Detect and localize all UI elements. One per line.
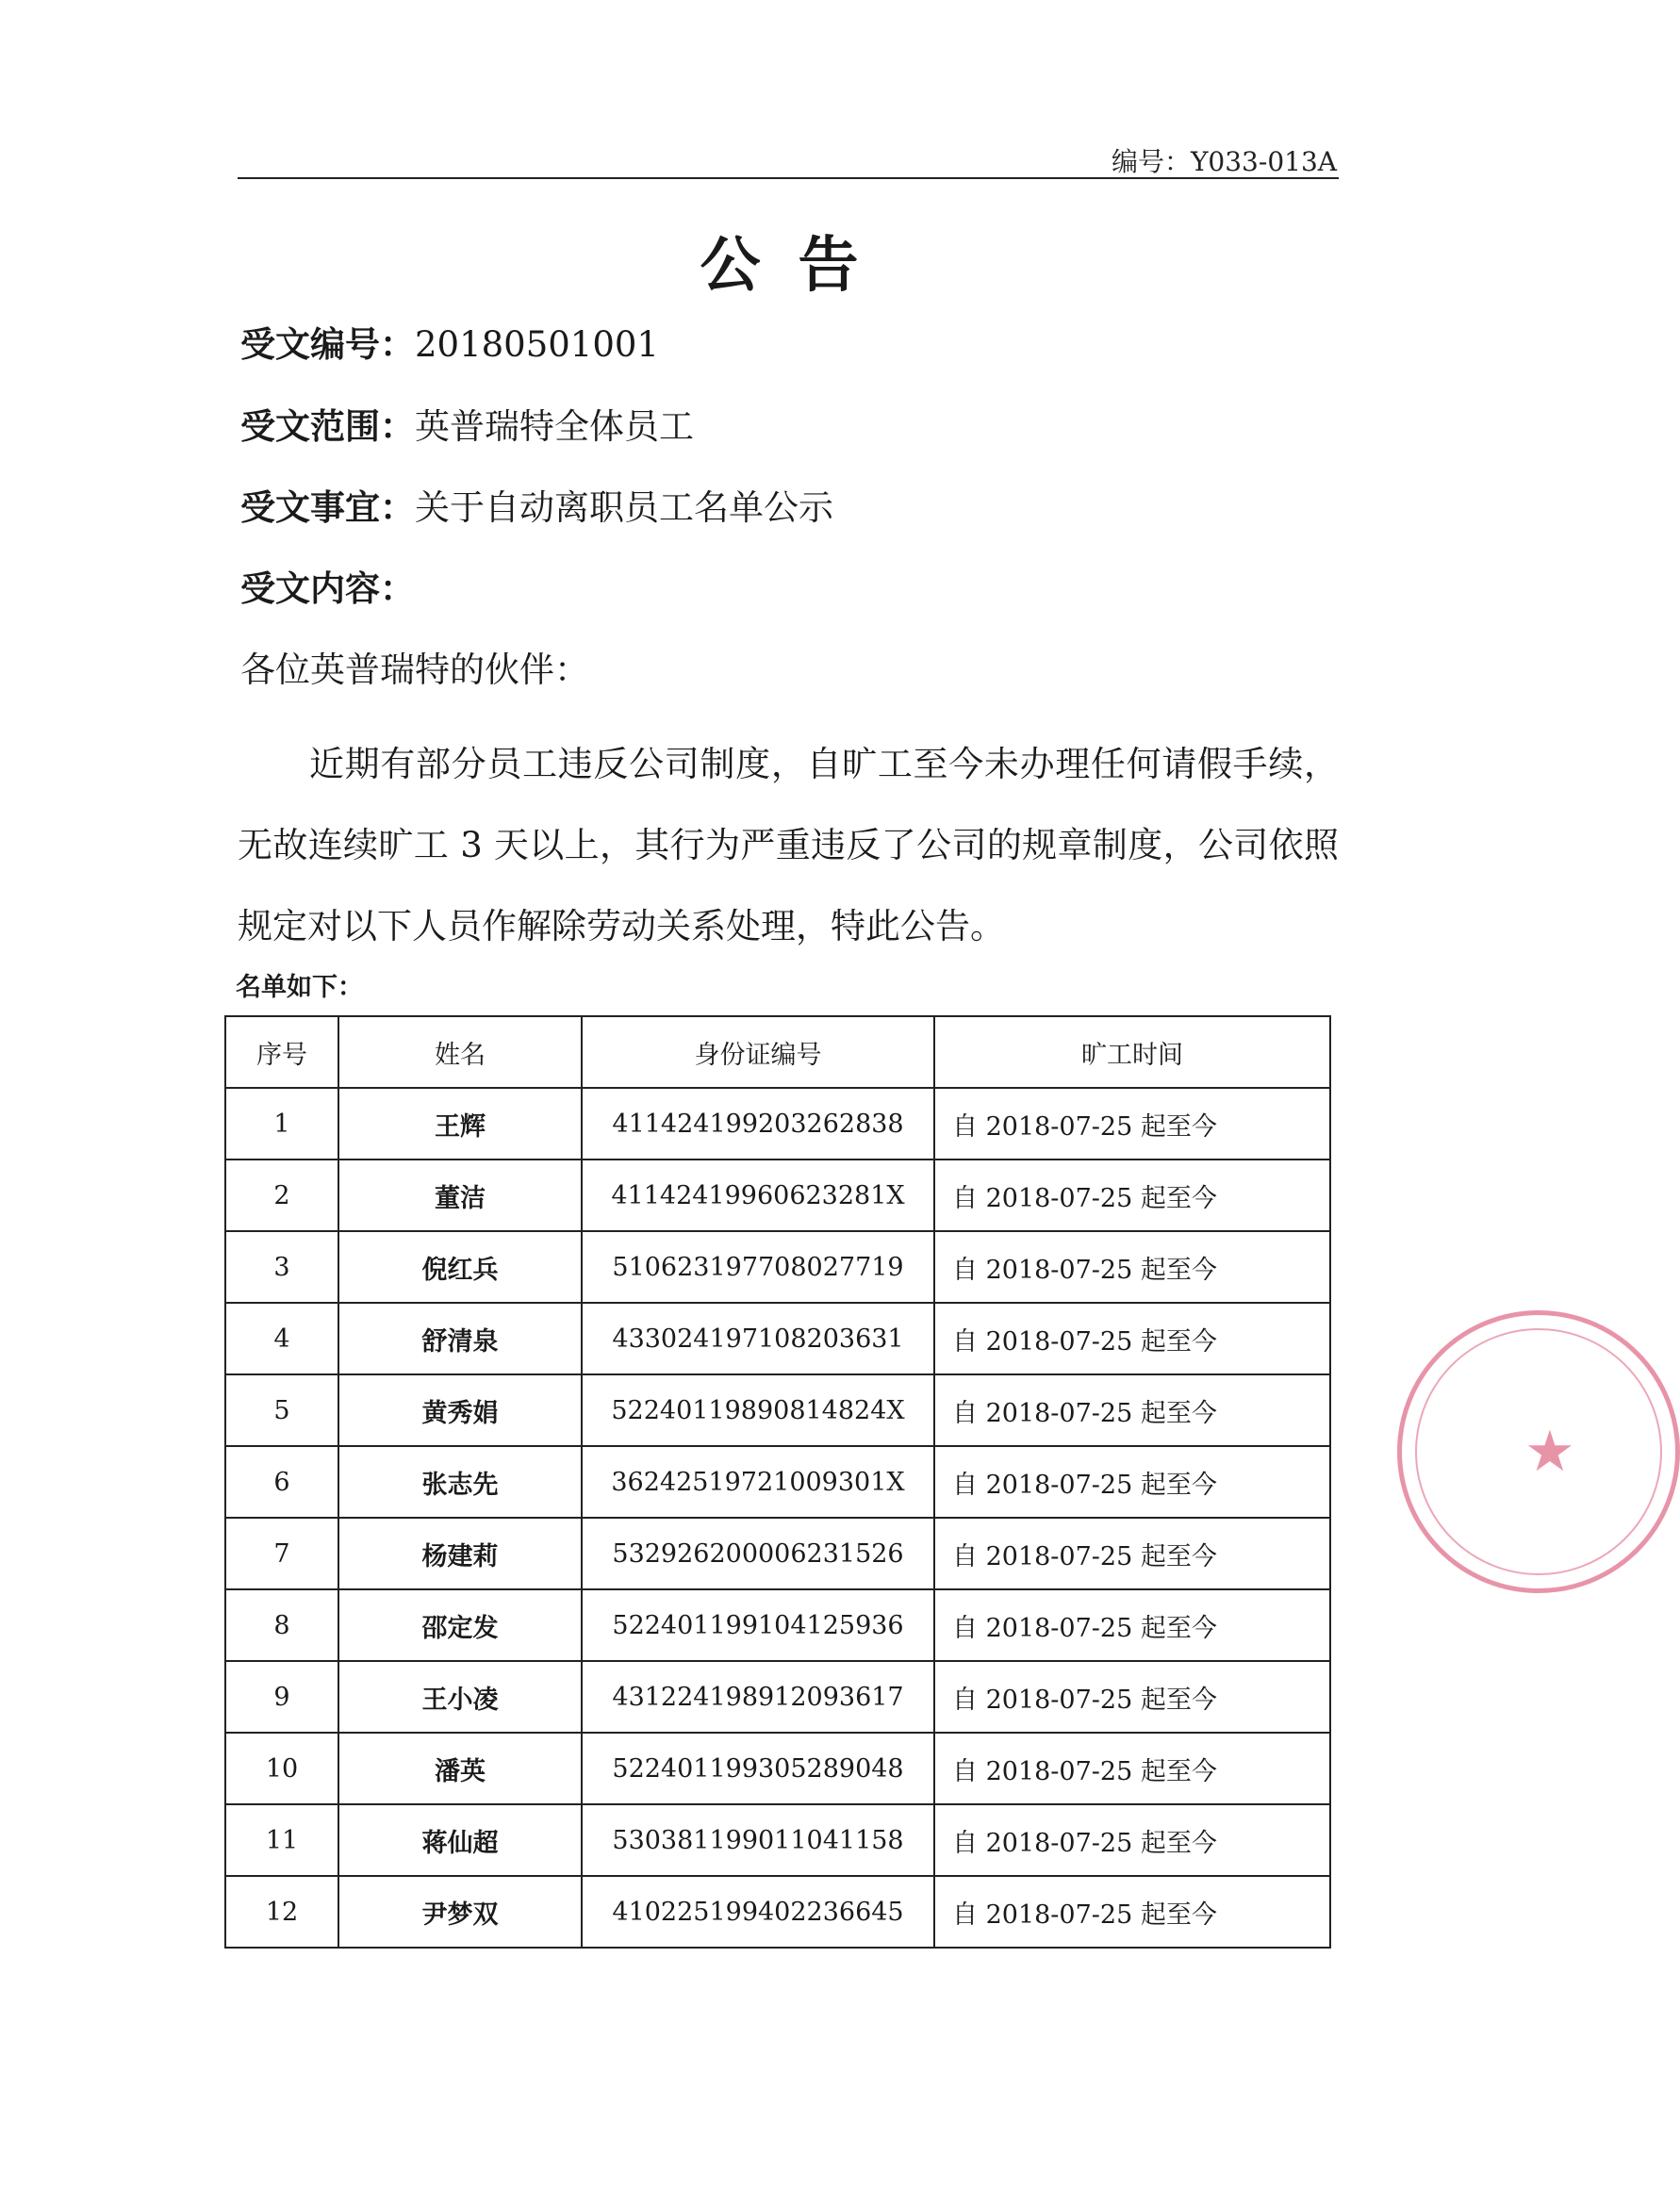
cell-name: 尹梦双 xyxy=(338,1876,582,1948)
field-label: 受文范围： xyxy=(240,405,415,447)
cell-name: 董洁 xyxy=(338,1160,582,1231)
cell-absence-time: 自 2018-07-25 起至今 xyxy=(934,1589,1330,1661)
cell-name: 王小凌 xyxy=(338,1661,582,1733)
cell-index: 6 xyxy=(225,1446,338,1518)
field-value: 关于自动离职员工名单公示 xyxy=(415,487,833,528)
table-header-row xyxy=(225,1016,1330,1088)
table-row xyxy=(225,1446,1330,1518)
cell-absence-time: 自 2018-07-25 起至今 xyxy=(934,1446,1330,1518)
cell-id-number: 522401199104125936 xyxy=(582,1589,934,1661)
cell-name: 黄秀娟 xyxy=(338,1374,582,1446)
cell-absence-time: 自 2018-07-25 起至今 xyxy=(934,1733,1330,1804)
cell-index: 4 xyxy=(225,1303,338,1374)
table-row xyxy=(225,1876,1330,1948)
cell-index: 9 xyxy=(225,1661,338,1733)
cell-id-number: 522401199305289048 xyxy=(582,1733,934,1804)
field-label: 受文事宜： xyxy=(240,486,415,528)
cell-id-number: 530381199011041158 xyxy=(582,1804,934,1876)
table-row xyxy=(225,1303,1330,1374)
field-content xyxy=(240,560,415,611)
cell-id-number: 532926200006231526 xyxy=(582,1518,934,1589)
cell-absence-time: 自 2018-07-25 起至今 xyxy=(934,1303,1330,1374)
document-number: 编号：Y033-013A xyxy=(1111,146,1337,177)
cell-name: 倪红兵 xyxy=(338,1231,582,1303)
company-seal xyxy=(1397,1310,1680,1593)
cell-index: 12 xyxy=(225,1876,338,1948)
cell-name: 舒清泉 xyxy=(338,1303,582,1374)
cell-index: 10 xyxy=(225,1733,338,1804)
cell-absence-time: 自 2018-07-25 起至今 xyxy=(934,1374,1330,1446)
cell-id-number: 410225199402236645 xyxy=(582,1876,934,1948)
cell-id-number: 510623197708027719 xyxy=(582,1231,934,1303)
cell-id-number: 433024197108203631 xyxy=(582,1303,934,1374)
cell-name: 潘英 xyxy=(338,1733,582,1804)
greeting: 各位英普瑞特的伙伴： xyxy=(240,650,589,690)
cell-id-number: 431224198912093617 xyxy=(582,1661,934,1733)
list-title: 名单如下： xyxy=(236,973,363,1002)
field-subject xyxy=(240,479,833,530)
cell-index: 11 xyxy=(225,1804,338,1876)
field-value: 20180501001 xyxy=(415,324,659,365)
field-value: 英普瑞特全体员工 xyxy=(415,406,694,447)
page-title: 公告 xyxy=(700,230,897,301)
table-row xyxy=(225,1088,1330,1160)
dismissal-table xyxy=(224,1015,1331,1949)
header-id-number: 身份证编号 xyxy=(582,1016,934,1088)
header-rule xyxy=(238,177,1339,179)
star-icon: ★ xyxy=(1524,1419,1575,1485)
cell-absence-time: 自 2018-07-25 起至今 xyxy=(934,1160,1330,1231)
cell-index: 8 xyxy=(225,1589,338,1661)
table-row xyxy=(225,1804,1330,1876)
cell-id-number: 41142419960623281X xyxy=(582,1160,934,1231)
cell-absence-time: 自 2018-07-25 起至今 xyxy=(934,1088,1330,1160)
cell-name: 蒋仙超 xyxy=(338,1804,582,1876)
cell-absence-time: 自 2018-07-25 起至今 xyxy=(934,1518,1330,1589)
cell-id-number: 411424199203262838 xyxy=(582,1088,934,1160)
table-row xyxy=(225,1231,1330,1303)
table-row xyxy=(225,1589,1330,1661)
cell-index: 7 xyxy=(225,1518,338,1589)
cell-index: 3 xyxy=(225,1231,338,1303)
cell-index: 2 xyxy=(225,1160,338,1231)
field-doc-id xyxy=(240,316,659,367)
cell-absence-time: 自 2018-07-25 起至今 xyxy=(934,1804,1330,1876)
field-label: 受文内容： xyxy=(240,567,415,609)
cell-absence-time: 自 2018-07-25 起至今 xyxy=(934,1876,1330,1948)
field-label: 受文编号： xyxy=(240,323,415,365)
table-row xyxy=(225,1518,1330,1589)
cell-absence-time: 自 2018-07-25 起至今 xyxy=(934,1661,1330,1733)
cell-absence-time: 自 2018-07-25 起至今 xyxy=(934,1231,1330,1303)
notice-body: 近期有部分员工违反公司制度，自旷工至今未办理任何请假手续，无故连续旷工 3 天以上，其行为严重违反了公司的规章制度，公司依照规定对以下人员作解除劳动关系处理，特此公告。 xyxy=(238,744,1339,946)
table-row xyxy=(225,1661,1330,1733)
header-index: 序号 xyxy=(225,1016,338,1088)
cell-index: 5 xyxy=(225,1374,338,1446)
header-name: 姓名 xyxy=(338,1016,582,1088)
field-scope xyxy=(240,398,694,449)
cell-id-number: 52240119890814824X xyxy=(582,1374,934,1446)
cell-name: 邵定发 xyxy=(338,1589,582,1661)
cell-name: 张志先 xyxy=(338,1446,582,1518)
table-row xyxy=(225,1374,1330,1446)
table-row xyxy=(225,1733,1330,1804)
cell-name: 杨建莉 xyxy=(338,1518,582,1589)
header-absence-time: 旷工时间 xyxy=(934,1016,1330,1088)
table-row xyxy=(225,1160,1330,1231)
cell-id-number: 36242519721009301X xyxy=(582,1446,934,1518)
cell-name: 王辉 xyxy=(338,1088,582,1160)
cell-index: 1 xyxy=(225,1088,338,1160)
